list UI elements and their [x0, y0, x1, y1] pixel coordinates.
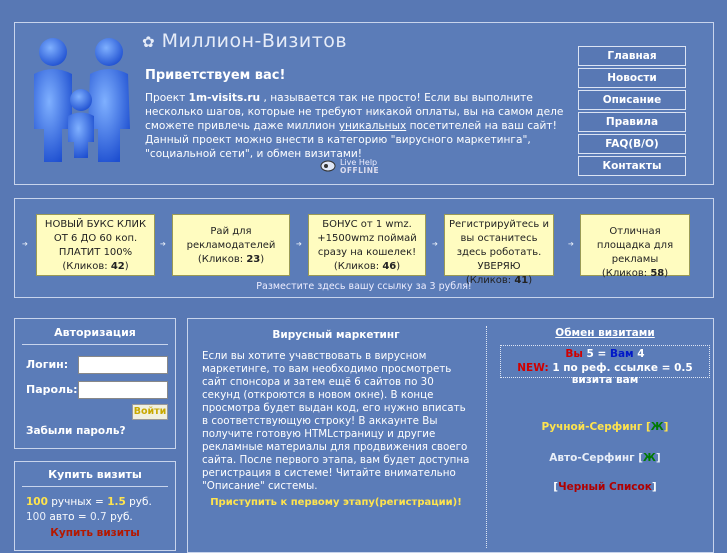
password-input[interactable] — [78, 381, 168, 399]
nav-home[interactable]: Главная — [578, 46, 686, 66]
exchange-title[interactable]: Обмен визитами — [555, 327, 655, 339]
nav-description[interactable]: Описание — [578, 90, 686, 110]
chat-icon — [320, 160, 336, 174]
ad-box-2[interactable]: Рай для рекламодателей (Кликов: 23) — [172, 214, 290, 276]
paw-icon: ✿ — [142, 33, 156, 51]
column-divider — [486, 326, 487, 548]
divider — [22, 486, 168, 487]
exchange-rate: Вы 5 = Вам 4 — [565, 348, 645, 360]
auto-surfing-link[interactable]: Авто-Серфинг [Ж] — [549, 452, 661, 464]
auto-price: 100 авто = 0.7 руб. — [26, 511, 133, 523]
password-label: Пароль: — [26, 383, 78, 396]
intro-text: Проект 1m-visits.ru , называется так не просто! Если вы выполните несколько шагов, которые не требуют никакой оплаты, вы на самом деле сможете привлечь даже миллион уникальных посетителей на ваш сайт! Данный проект можно внести в категорию "вирусного маркетинга", "социальной сети", и обмен визитами! — [145, 92, 564, 160]
manual-surfing-link[interactable]: Ручной-Серфинг [Ж] — [541, 421, 669, 433]
arrow-right-icon: ➔ — [22, 240, 28, 248]
welcome-heading: Приветствуем вас! — [145, 68, 286, 83]
viral-title: Вирусный маркетинг — [272, 329, 400, 341]
arrow-right-icon: ➔ — [432, 240, 438, 248]
nav-contacts[interactable]: Контакты — [578, 156, 686, 176]
auth-title: Авторизация — [54, 326, 136, 339]
login-input[interactable] — [78, 356, 168, 374]
divider — [22, 344, 168, 345]
live-help-widget[interactable]: Live Help OFFLINE — [320, 158, 380, 178]
forgot-password-link[interactable]: Забыли пароль? — [26, 425, 126, 437]
family-logo-icon — [26, 34, 136, 164]
site-title: ✿ Миллион-Визитов — [142, 30, 348, 52]
arrow-right-icon: ➔ — [568, 240, 574, 248]
nav-rules[interactable]: Правила — [578, 112, 686, 132]
login-button[interactable]: Войти — [132, 404, 168, 420]
nav-news[interactable]: Новости — [578, 68, 686, 88]
ad-box-5[interactable]: Отличная площадка для рекламы (Кликов: 58) — [580, 214, 690, 276]
arrow-right-icon: ➔ — [160, 240, 166, 248]
ad-box-1[interactable]: НОВЫЙ БУКС КЛИК ОТ 6 ДО 60 коп. ПЛАТИТ 100% (Кликов: 42) — [36, 214, 155, 276]
ad-box-4[interactable]: Регистрируйтесь и вы останитесь здесь роботать. УВЕРЯЮ (Кликов: 41) — [444, 214, 554, 276]
buy-visits-link[interactable]: Купить визиты — [50, 527, 140, 539]
referral-rate: NEW: 1 по реф. ссылке = 0.5 визита вам — [517, 362, 693, 386]
start-registration-link[interactable]: Приступить к первому этапу(регистрации)! — [210, 497, 462, 508]
arrow-right-icon: ➔ — [296, 240, 302, 248]
buy-visits-title: Купить визиты — [48, 468, 142, 481]
manual-price: 100 ручных = 1.5 руб. — [26, 496, 152, 508]
ad-box-3[interactable]: БОНУС от 1 wmz. +1500wmz поймай сразу на кошелек! (Кликов: 46) — [308, 214, 426, 276]
blacklist-link[interactable]: [Черный Список] — [553, 481, 657, 493]
viral-text: Если вы хотите учавствовать в вирусном маркетинге, то вам необходимо просмотреть сайт спонсора и затем ещё 6 сайтов по 30 секунд (откроются в новом окне). В конце просмотра будет выдан код, его нужно вписать в соответствующую строку! В аккаунте Вы получите готовую HTMLстраницу и другие рекламные материалы для продвижения своего сайта. После первого этапа, вам будет доступна регистрация в системе! Читайте внимательно "Описание" системы. — [202, 350, 470, 492]
nav-faq[interactable]: FAQ(В/О) — [578, 134, 686, 154]
ad-placement-link[interactable]: Разместите здесь вашу ссылку за 3 рубля! — [256, 281, 472, 292]
login-label: Логин: — [26, 358, 69, 371]
